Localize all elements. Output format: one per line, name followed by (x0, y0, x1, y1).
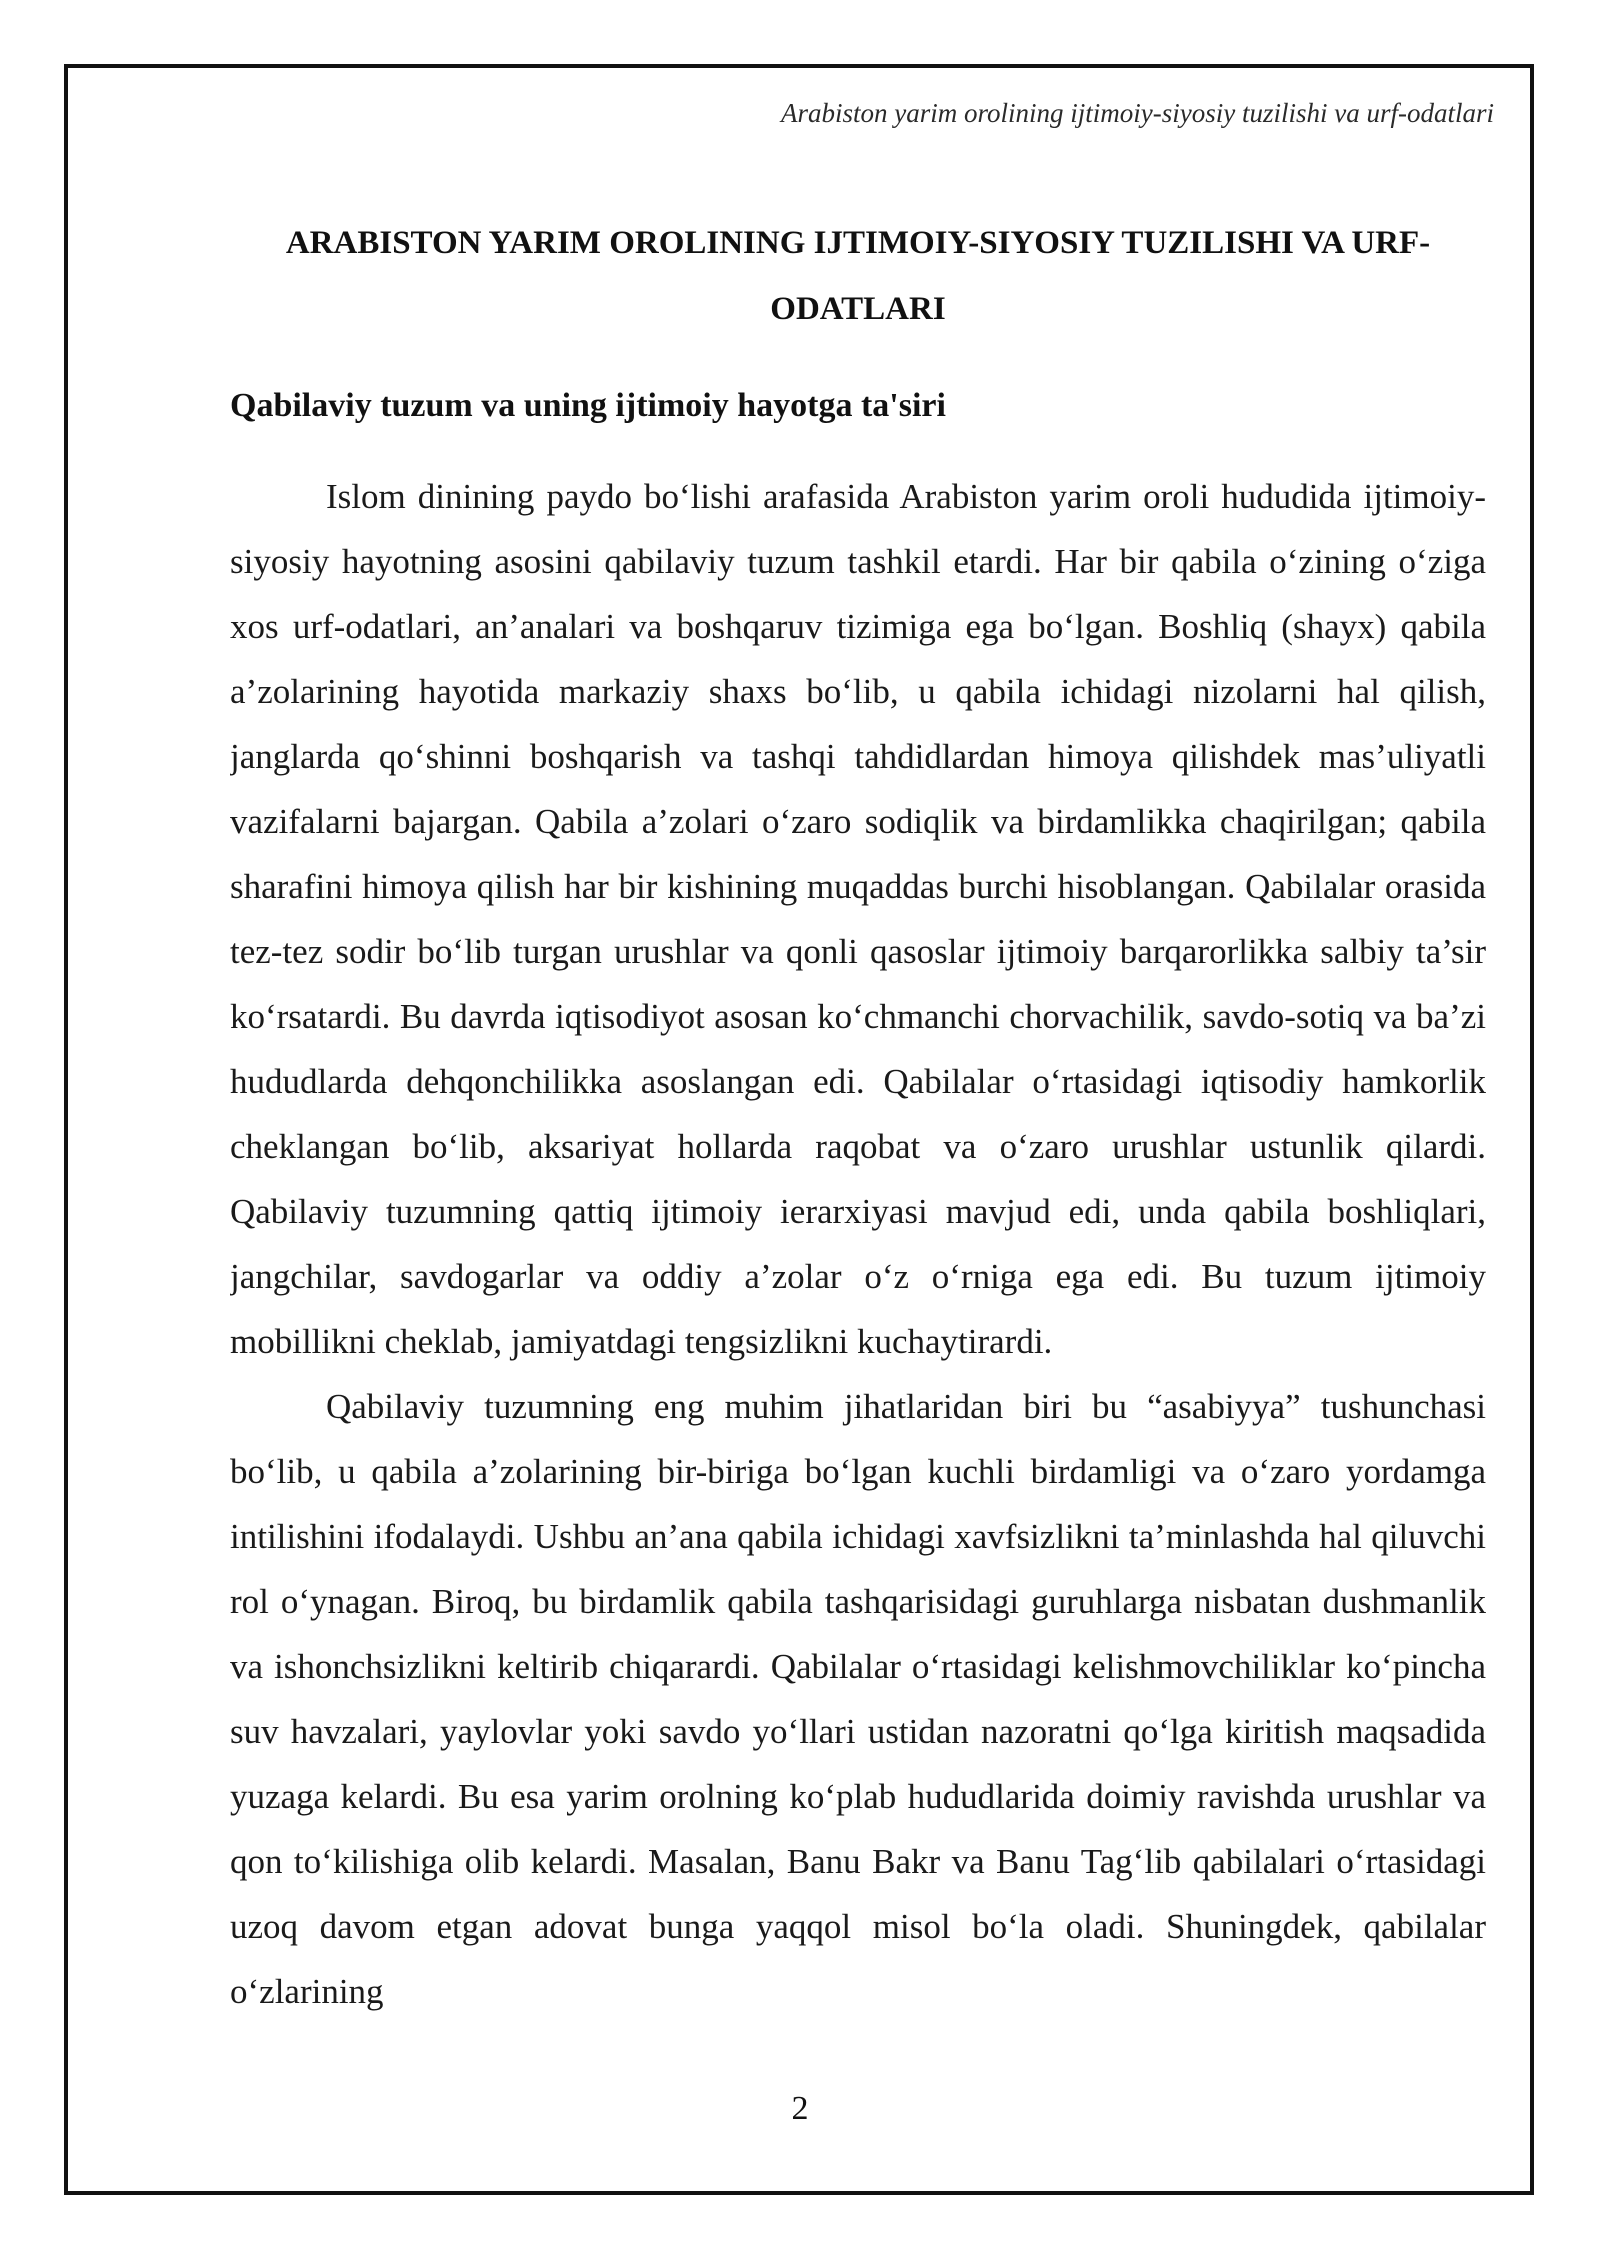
document-title: ARABISTON YARIM OROLINING IJTIMOIY-SIYOSIY TUZILISHI VA URF-ODATLARI (285, 225, 1431, 327)
section-heading: Qabilaviy tuzum va uning ijtimoiy hayotga ta'siri (230, 387, 946, 424)
body-text (230, 464, 1486, 2084)
page-number: 2 (791, 2090, 809, 2127)
paragraph: Qabilaviy tuzumning eng muhim jihatlaridan biri bu “asabiyya” tushunchasi bo‘lib, u qabila a’zolarining bir-biriga bo‘lgan kuchli birdamligi va o‘zaro yordamga intilishini ifodalaydi. Ushbu an’ana qabila ichidagi xavfsizlikni ta’minlashda hal qiluvchi rol o‘ynagan. Biroq, bu birdamlik qabila tashqarisidagi guruhlarga nisbatan dushmanlik va ishonchsizlikni keltirib chiqarardi. Qabilalar o‘rtasidagi kelishmovchiliklar ko‘pincha suv havzalari, yaylovlar yoki savdo yo‘llari ustidan nazoratni qo‘lga kiritish maqsadida yuzaga kelardi. Bu esa yarim orolning ko‘plab hududlarida doimiy ravishda urushlar va qon to‘kilishiga olib kelardi. Masalan, Banu Bakr va Banu Tag‘lib qabilalari o‘rtasidagi uzoq davom etgan adovat bunga yaqqol misol bo‘la oladi. Shuningdek, qabilalar o‘zlarining (230, 1387, 1486, 2011)
running-header: Arabiston yarim orolining ijtimoiy-siyosiy tuzilishi va urf-odatlari (781, 98, 1494, 128)
paragraph: Islom dinining paydo bo‘lishi arafasida Arabiston yarim oroli hududida ijtimoiy-siyosiy hayotning asosini qabilaviy tuzum tashkil etardi. Har bir qabila o‘zining o‘ziga xos urf-odatlari, an’analari va boshqaruv tizimiga ega bo‘lgan. Boshliq (shayx) qabila a’zolarining hayotida markaziy shaxs bo‘lib, u qabila ichidagi nizolarni hal qilish, janglarda qo‘shinni boshqarish va tashqi tahdidlardan himoya qilishdek mas’uliyatli vazifalarni bajargan. Qabila a’zolari o‘zaro sodiqlik va birdamlikka chaqirilgan; qabila sharafini himoya qilish har bir kishining muqaddas burchi hisoblangan. Qabilalar orasida tez-tez sodir bo‘lib turgan urushlar va qonli qasoslar ijtimoiy barqarorlikka salbiy ta’sir ko‘rsatardi. Bu davrda iqtisodiyot asosan ko‘chmanchi chorvachilik, savdo-sotiq va ba’zi hududlarda dehqonchilikka asoslangan edi. Qabilalar o‘rtasidagi iqtisodiy hamkorlik cheklangan bo‘lib, aksariyat hollarda raqobat va o‘zaro urushlar ustunlik qilardi. Qabilaviy tuzumning qattiq ijtimoiy ierarxiyasi mavjud edi, unda qabila boshliqlari, jangchilar, savdogarlar va oddiy a’zolar o‘z o‘rniga ega edi. Bu tuzum ijtimoiy mobillikni cheklab, jamiyatdagi tengsizlikni kuchaytirardi. (230, 477, 1486, 1361)
